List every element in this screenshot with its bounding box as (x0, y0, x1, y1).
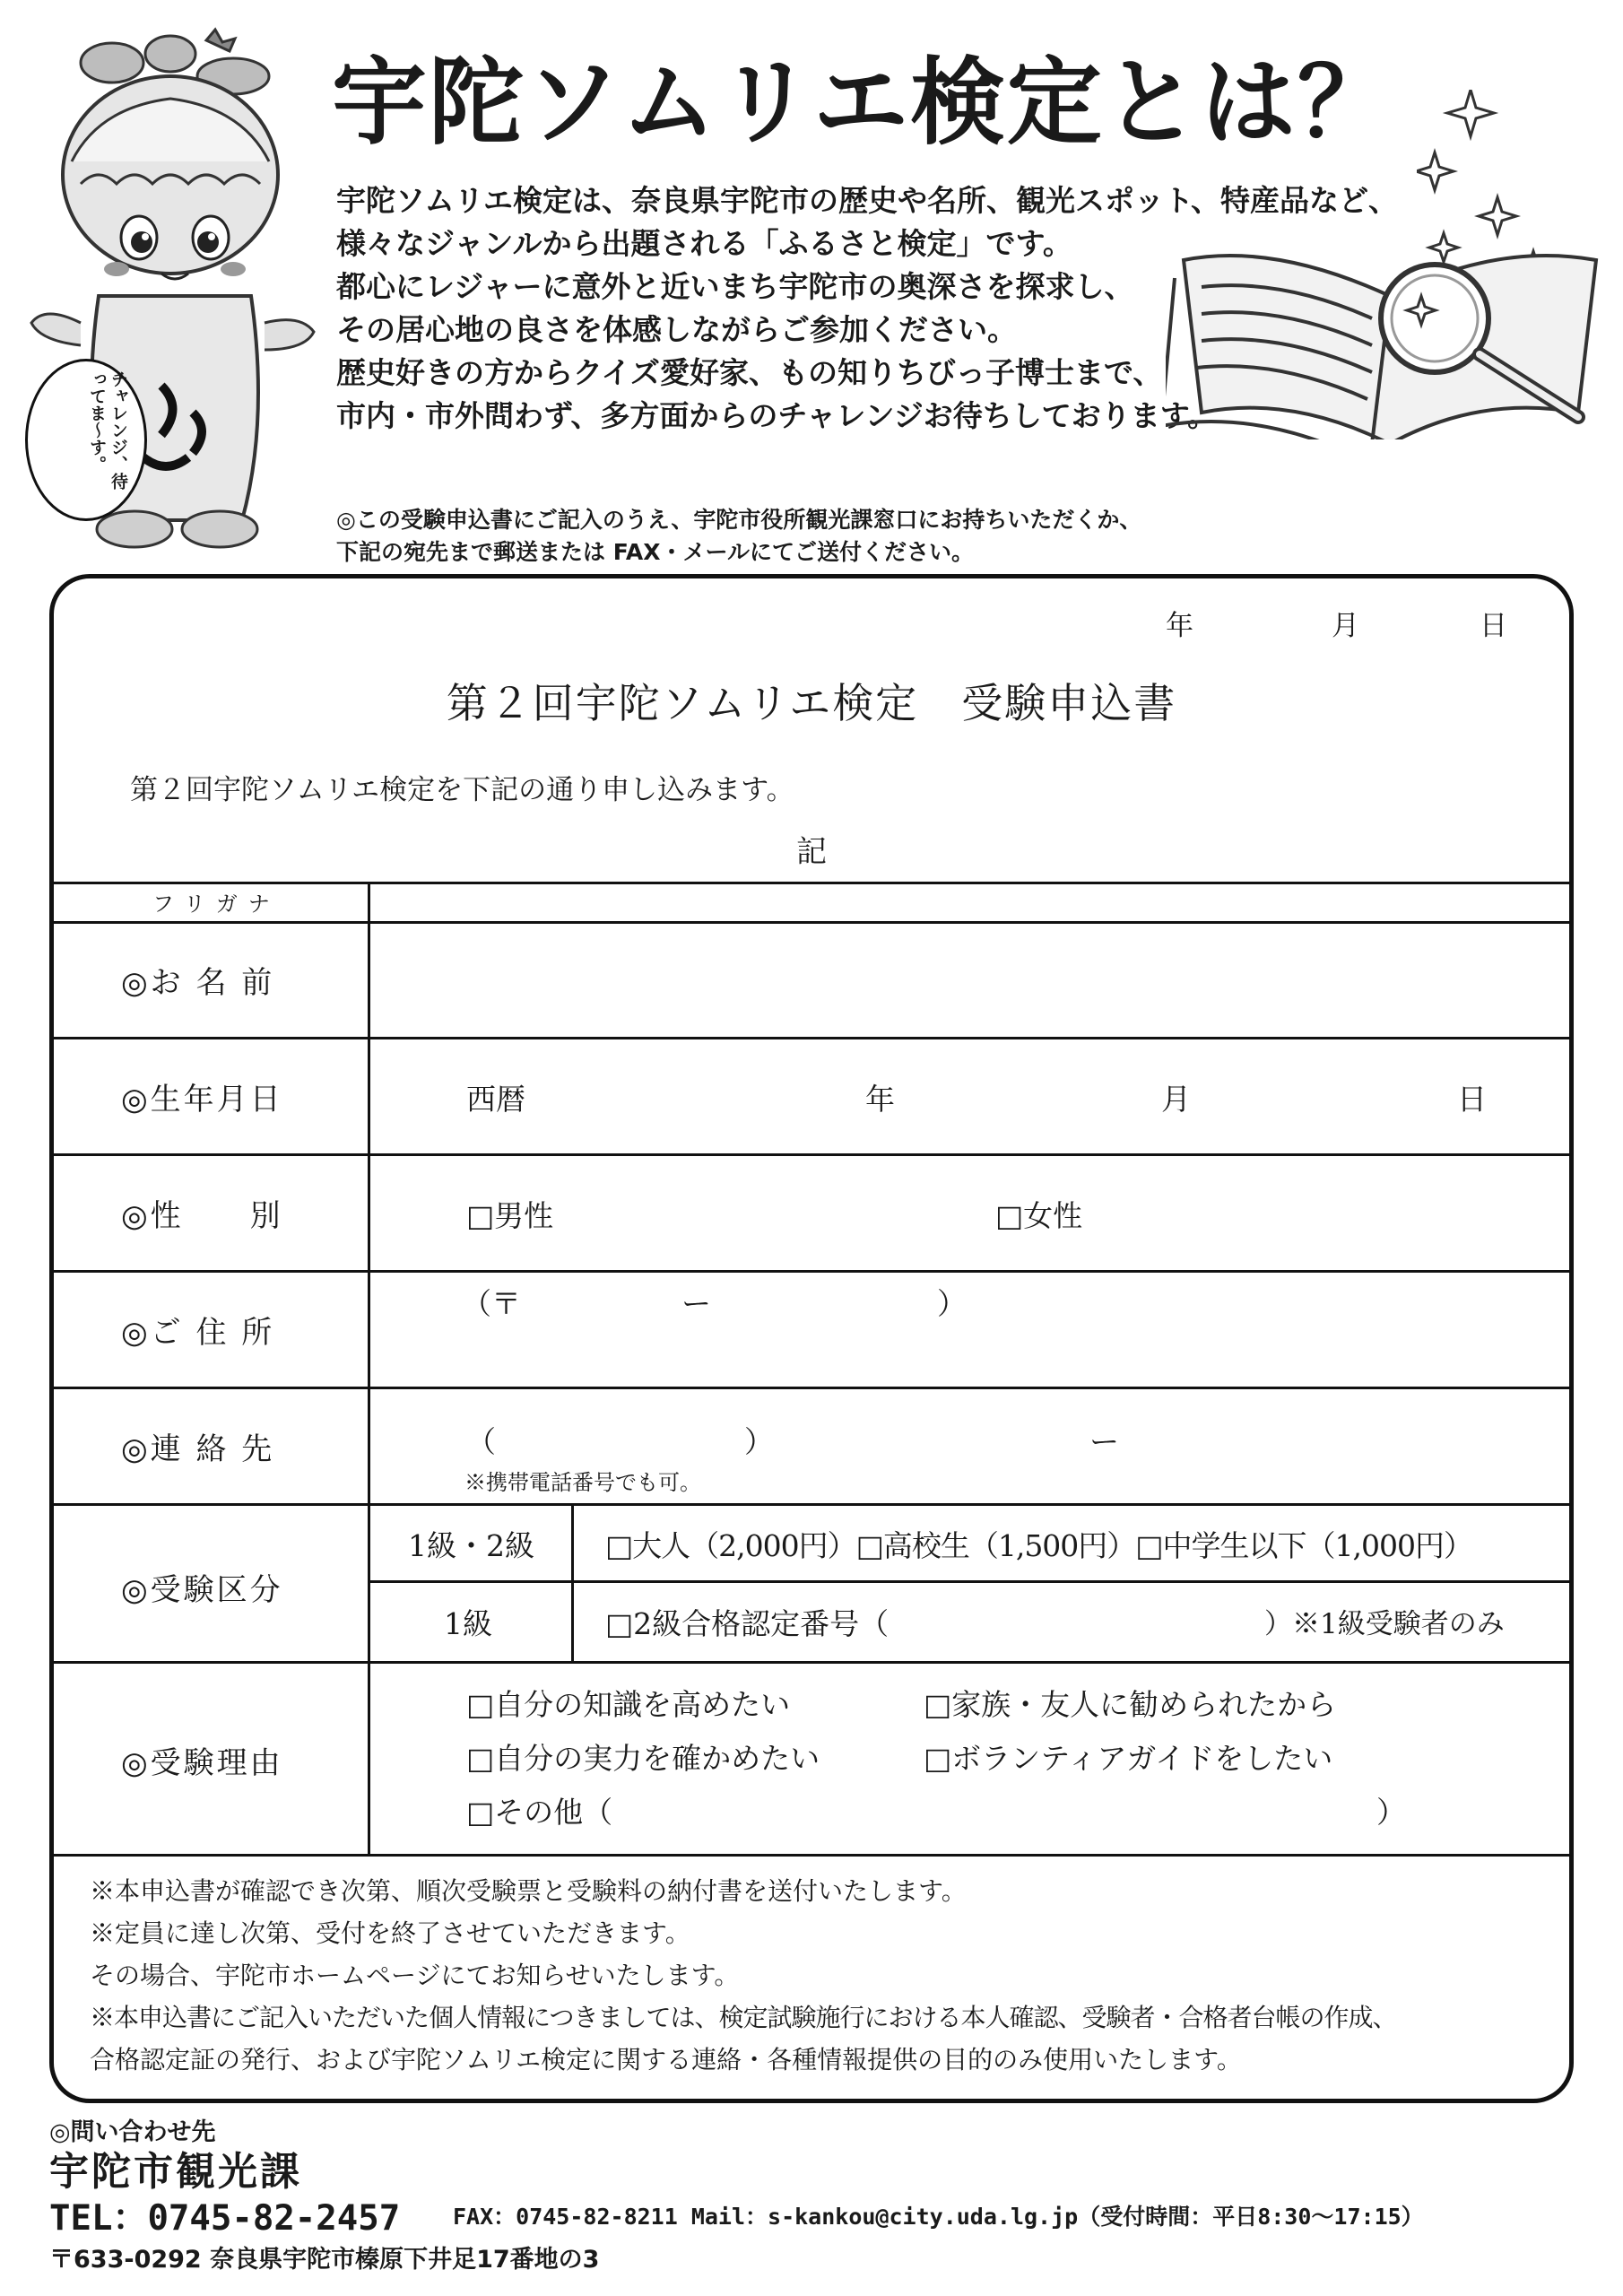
birth-month-unit: 月 (1161, 1082, 1191, 1117)
gender-male-checkbox[interactable]: □男性 (466, 1198, 554, 1233)
table-rule (54, 921, 1569, 924)
furigana-label: フリガナ (152, 891, 281, 917)
contact-label: ◎連 絡 先 (121, 1431, 275, 1467)
phone-paren-open: （ (466, 1424, 496, 1459)
table-rule (54, 1037, 1569, 1039)
submit-instructions (336, 504, 1547, 569)
birth-day-unit: 日 (1457, 1082, 1487, 1117)
contact-heading: ◎問い合わせ先 (49, 2118, 216, 2146)
ki-heading: 記 (796, 834, 827, 870)
reason-option-other[interactable]: □その他（ (466, 1795, 613, 1830)
gender-label: ◎性 別 (121, 1198, 283, 1234)
gender-female-checkbox[interactable]: □女性 (995, 1198, 1083, 1233)
phone-dash: ー (1089, 1424, 1119, 1459)
contact-phone[interactable]: TEL：0745-82-2457 (49, 2198, 401, 2239)
postal-dash: ー (681, 1286, 711, 1321)
table-rule (571, 1503, 574, 1661)
birth-year-unit: 年 (865, 1082, 895, 1117)
contact-fax-mail[interactable]: FAX：0745-82-8211 Mail：s-kankou@city.uda.lg.jp（受付時間：平日8:30～17:15） (453, 2204, 1424, 2230)
reason-option-recommended[interactable]: □家族・友人に勧められたから (924, 1687, 1337, 1722)
table-rule (54, 1661, 1569, 1664)
reason-other-close: ） (1376, 1795, 1406, 1830)
postal-close: ） (937, 1286, 967, 1321)
table-rule (54, 882, 1569, 884)
book-magnifier-icon (1166, 224, 1614, 439)
postal-open: （〒 (462, 1286, 521, 1321)
name-field[interactable] (372, 926, 1565, 1033)
intro-line: その居心地の良さを体感しながらご参加ください。 (336, 312, 1017, 347)
date-year-label: 年 (1166, 610, 1193, 642)
page-title: 宇陀ソムリエ検定とは？ (332, 48, 1394, 158)
reason-label: ◎受験理由 (121, 1745, 283, 1781)
grade-1-label: 1級 (444, 1606, 492, 1641)
form-lead-text: 第２回宇陀ソムリエ検定を下記の通り申し込みます。 (130, 774, 794, 806)
intro-line: 歴史好きの方からクイズ愛好家、もの知りちびっ子博士まで、 (336, 355, 1163, 390)
table-rule (368, 882, 370, 1854)
table-rule (54, 1387, 1569, 1389)
note-line: ※本申込書が確認でき次第、順次受験票と受験料の納付書を送付いたします。 (90, 1876, 967, 1906)
submission-date (1166, 603, 1542, 642)
note-line: ※本申込書にご記入いただいた個人情報につきましては、検定試験施行における本人確認、受験者・合格者台帳の作成、 (90, 2003, 1397, 2032)
form-title: 第２回宇陀ソムリエ検定 受験申込書 (446, 679, 1177, 727)
table-rule (54, 1503, 1569, 1506)
table-rule (368, 1580, 1569, 1583)
furigana-field[interactable] (372, 886, 1565, 918)
intro-line: 宇陀ソムリエ検定は、奈良県宇陀市の歴史や名所、観光スポット、特産品など、 (336, 183, 1399, 218)
contact-department: 宇陀市観光課 (49, 2149, 302, 2195)
note-line: ※定員に達し次第、受付を終了させていただきます。 (90, 1918, 690, 1948)
intro-line: 市内・市外問わず、多方面からのチャレンジお待ちしております。 (336, 398, 1218, 433)
fee-options[interactable]: □大人（2,000円）□高校生（1,500円）□中学生以下（1,000円） (605, 1528, 1472, 1563)
table-rule (54, 1270, 1569, 1273)
note-line: その場合、宇陀市ホームページにてお知らせいたします。 (90, 1961, 740, 1990)
birthdate-label: ◎生年月日 (121, 1082, 283, 1118)
table-rule (54, 1854, 1569, 1857)
address-field[interactable] (372, 1318, 1565, 1383)
grade-1-2-label: 1級・2級 (408, 1528, 534, 1563)
phone-paren-close: ） (744, 1424, 774, 1459)
mascot-bubble-text: チャレンジ、待ってま～す。 (87, 370, 128, 490)
submit-note-line: ◎この受験申込書にご記入のうえ、宇陀市役所観光課窓口にお持ちいただくか、 (336, 507, 1142, 533)
name-label: ◎お 名 前 (121, 965, 275, 1001)
grade1-only-note: ）※1級受験者のみ (1264, 1608, 1505, 1640)
date-month-label: 月 (1332, 610, 1359, 642)
address-label: ◎ご 住 所 (121, 1315, 275, 1351)
reason-option-knowledge[interactable]: □自分の知識を高めたい (466, 1687, 791, 1722)
note-line: 合格認定証の発行、および宇陀ソムリエ検定に関する連絡・各種情報提供の目的のみ使用いたします。 (90, 2045, 1242, 2074)
contact-note: ※携帯電話番号でも可。 (464, 1470, 701, 1495)
reason-option-volunteer[interactable]: □ボランティアガイドをしたい (924, 1741, 1333, 1776)
reason-option-ability[interactable]: □自分の実力を確かめたい (466, 1741, 820, 1776)
contact-address: 〒633-0292 奈良県宇陀市榛原下井足17番地の3 (49, 2246, 600, 2274)
submit-note-line: 下記の宛先まで郵送または FAX・メールにてご送付ください。 (336, 539, 975, 565)
grade2-cert-number-checkbox[interactable]: □2級合格認定番号（ (605, 1606, 890, 1641)
exam-class-label: ◎受験区分 (121, 1572, 283, 1608)
intro-line: 様々なジャンルから出題される「ふるさと検定」です。 (336, 226, 1072, 261)
intro-line: 都心にレジャーに意外と近いまち宇陀市の奥深さを探求し、 (336, 269, 1134, 304)
table-rule (54, 1153, 1569, 1156)
mascot-speech-bubble (25, 359, 147, 521)
form-notes (90, 1870, 1560, 2081)
date-day-label: 日 (1480, 610, 1507, 642)
birth-era: 西暦 (466, 1082, 525, 1117)
